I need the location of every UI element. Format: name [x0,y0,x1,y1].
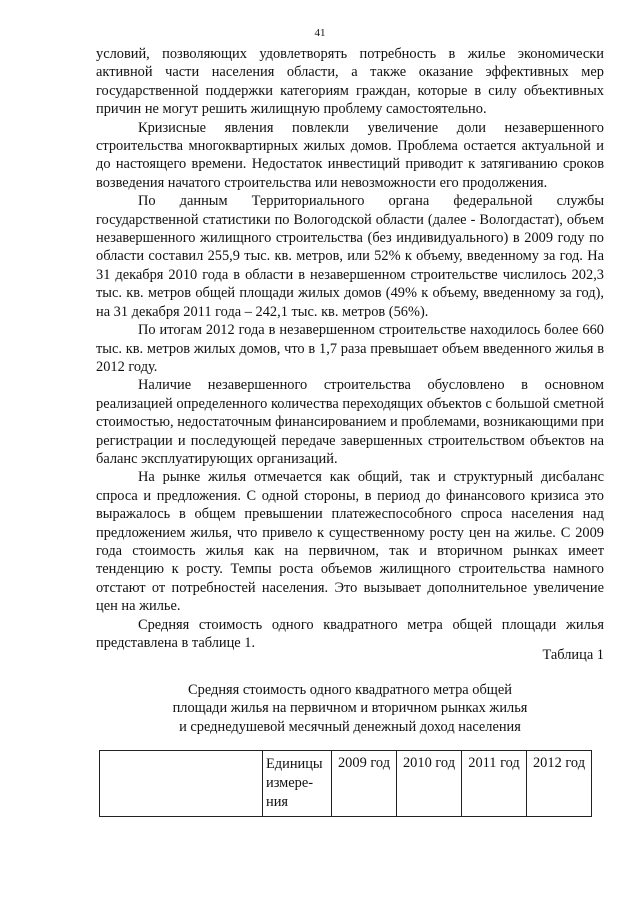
page-number: 41 [314,27,326,39]
table-title-line-3: и среднедушевой месячный денежный доход населения [179,718,521,735]
paragraph-3: По данным Территориального органа федеральной службы государственной статистики по Вологодской области (далее - Вологдастат), объем незавершенного жилищного строительства (без индивидуального) в 2009 году по области составил 255,9 тыс. кв. метров, или 52% к объему, введенному за год. На 31 декабря 2010 года в области в незавершенном строительстве числилось 202,3 тыс. кв. метров общей площади жилых домов (49% к объему, введенному за год), на 31 декабря 2011 года – 242,1 тыс. кв. метров (56%). [96,193,604,320]
paragraph-1: условий, позволяющих удовлетворять потребность в жилье экономически активной части населения области, а также оказание эффективных мер государственной поддержки категориям граждан, которые в силу объективных причин не могут решить жилищную проблему самостоятельно. [96,46,604,118]
header-blank-cell [100,751,263,817]
body-text [96,45,604,652]
header-units-cell: Единицы измере-ния [263,751,332,817]
table-title-line-1: Средняя стоимость одного квадратного метра общей [188,682,512,698]
table-label: Таблица 1 [542,647,604,663]
table-title-line-2: площади жилья на первичном и вторичном рынках жилья [172,700,528,717]
paragraph-6: На рынке жилья отмечается как общий, так и структурный дисбаланс спроса и предложения. С одной стороны, в период до финансового кризиса это выражалось в общем превышении платежеспособного спроса населения над предложением жилья, что привело к существенному росту цен на жилье. С 2009 года стоимость жилья как на первичном, так и вторичном рынках имеет тенденцию к росту. Темпы роста объемов жилищного строительства намного отстают от потребностей населения. Это вызывает дополнительное увеличение цен на жилье. [96,469,604,615]
paragraph-7: Средняя стоимость одного квадратного метра общей площади жилья представлена в таблице 1. [96,616,604,651]
header-2009-cell: 2009 год [332,751,397,817]
table-header-row [100,751,592,817]
data-table [99,750,592,817]
paragraph-2: Кризисные явления повлекли увеличение доли незавершенного строительства многоквартирных жилых домов. Проблема остается актуальной и до настоящего времени. Недостаток инвестиций приводит к затягиванию сроков возведения начатого строительства или невозможности его продолжения. [96,119,604,191]
table-title [96,681,604,736]
paragraph-4: По итогам 2012 года в незавершенном строительстве находилось более 660 тыс. кв. метров жилых домов, что в 1,7 раза превышает объем введенного жилья в 2012 году. [96,322,604,375]
header-2011-cell: 2011 год [462,751,527,817]
paragraph-5: Наличие незавершенного строительства обусловлено в основном реализацией определенного количества переходящих объектов с большой сметной стоимостью, недостаточным финансированием и проблемами, возникающими при регистрации и последующей передаче завершенных строительством объектов на баланс эксплуатирующих организаций. [96,377,604,467]
header-2010-cell: 2010 год [397,751,462,817]
header-2012-cell: 2012 год [527,751,592,817]
